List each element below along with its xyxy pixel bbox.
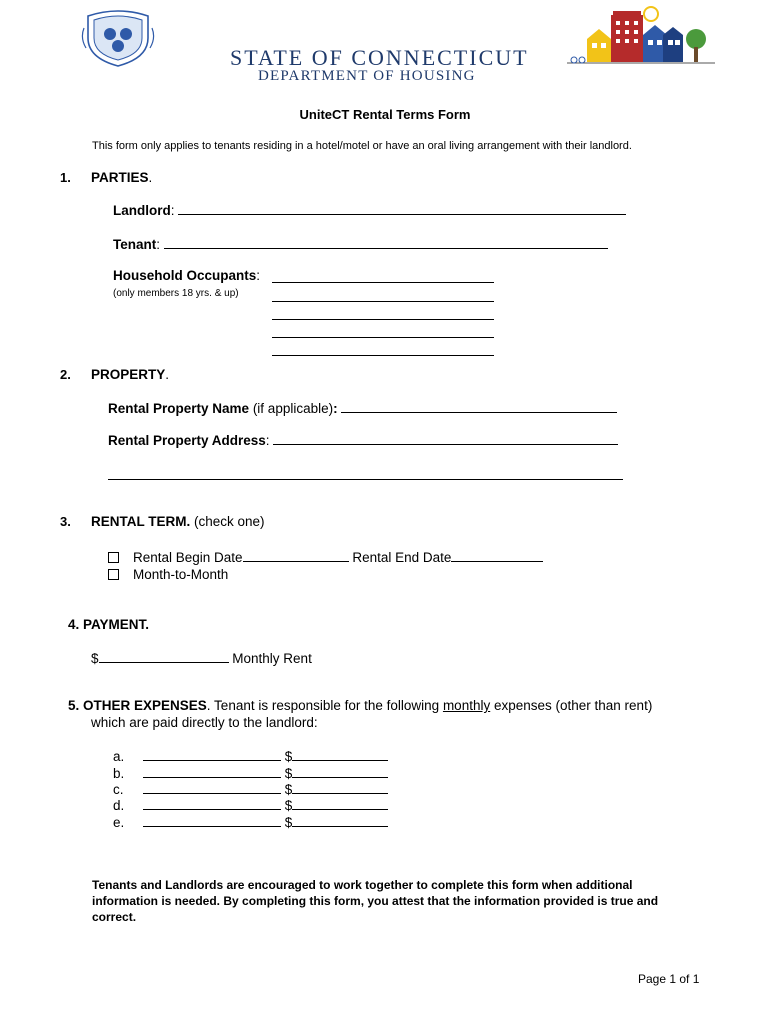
expense-row: b. $	[113, 765, 388, 781]
expense-amount-field[interactable]	[292, 814, 388, 827]
occupant-field[interactable]	[272, 325, 494, 338]
expense-row: c. $	[113, 781, 388, 797]
expense-amount-field[interactable]	[292, 765, 388, 778]
department-name: DEPARTMENT OF HOUSING	[258, 68, 476, 84]
property-address-field[interactable]	[273, 432, 618, 445]
tenant-row: Tenant:	[113, 236, 608, 252]
expense-name-field[interactable]	[143, 765, 281, 778]
expense-row: e. $	[113, 814, 388, 830]
property-address-row: Rental Property Address:	[108, 432, 618, 448]
tenant-field[interactable]	[164, 236, 608, 249]
fixed-term-row	[108, 549, 543, 565]
property-name-note: (if applicable)	[252, 401, 334, 416]
monthly-rent-row: $ Monthly Rent	[91, 651, 312, 666]
monthly-rent-field[interactable]	[99, 650, 229, 663]
landlord-field[interactable]	[178, 202, 626, 215]
end-date-label: Rental End Date	[352, 550, 452, 565]
section-5-text: which are paid directly to the landlord:	[91, 715, 318, 730]
occupant-field[interactable]	[272, 307, 494, 320]
section-3-number: 3.	[60, 514, 71, 529]
unitect-buildings-logo-icon	[565, 5, 715, 67]
month-to-month-checkbox[interactable]	[108, 569, 119, 580]
monthly-rent-label: Monthly Rent	[232, 651, 312, 666]
section-2-title: PROPERTY.	[91, 367, 170, 382]
section-4-title: 4. PAYMENT.	[68, 617, 150, 632]
property-address-label: Rental Property Address	[108, 433, 266, 448]
occupants-note: (only members 18 yrs. & up)	[113, 288, 239, 299]
section-3-title: RENTAL TERM. (check one)	[91, 514, 265, 529]
month-to-month-row	[108, 567, 228, 582]
landlord-row: Landlord:	[113, 202, 626, 218]
section-2-number: 2.	[60, 367, 71, 382]
section-1-title: PARTIES.	[91, 170, 153, 185]
end-date-field[interactable]	[451, 549, 543, 562]
expense-amount-field[interactable]	[292, 797, 388, 810]
section-5-title: 5. OTHER EXPENSES. Tenant is responsible for the following monthly expenses (other than rent)	[68, 698, 653, 713]
expense-name-field[interactable]	[143, 814, 281, 827]
expense-amount-field[interactable]	[292, 781, 388, 794]
form-intro: This form only applies to tenants residing in a hotel/motel or have an oral living arrangement with their landlord.	[92, 140, 632, 152]
attestation-notice: Tenants and Landlords are encouraged to work together to complete this form when additional information is needed. By completing this form, you attest that the information provided is true and correct.	[92, 878, 659, 924]
expense-row: a. $	[113, 748, 388, 764]
occupant-field[interactable]	[272, 270, 494, 283]
section-1-number: 1.	[60, 170, 71, 185]
occupant-field[interactable]	[272, 343, 494, 356]
form-title: UniteCT Rental Terms Form	[299, 107, 471, 122]
property-name-label: Rental Property Name	[108, 401, 250, 416]
agency-name: STATE OF CONNECTICUT	[230, 45, 529, 70]
expense-name-field[interactable]	[143, 797, 281, 810]
fixed-term-checkbox[interactable]	[108, 552, 119, 563]
begin-date-field[interactable]	[243, 549, 349, 562]
household-occupants-label: Household Occupants:	[113, 268, 261, 283]
state-seal-icon	[80, 8, 156, 68]
landlord-label: Landlord	[113, 203, 171, 218]
month-to-month-label: Month-to-Month	[133, 567, 229, 582]
property-address-field-line2[interactable]	[108, 467, 623, 480]
expense-amount-field[interactable]	[292, 748, 388, 761]
expense-name-field[interactable]	[143, 781, 281, 794]
expense-row: d. $	[113, 797, 388, 813]
property-name-row: Rental Property Name (if applicable):	[108, 400, 617, 416]
expense-name-field[interactable]	[143, 748, 281, 761]
begin-date-label: Rental Begin Date	[133, 550, 243, 565]
occupant-field[interactable]	[272, 289, 494, 302]
tenant-label: Tenant	[113, 237, 157, 252]
page-number: Page 1 of 1	[638, 972, 700, 986]
property-name-field[interactable]	[341, 400, 617, 413]
